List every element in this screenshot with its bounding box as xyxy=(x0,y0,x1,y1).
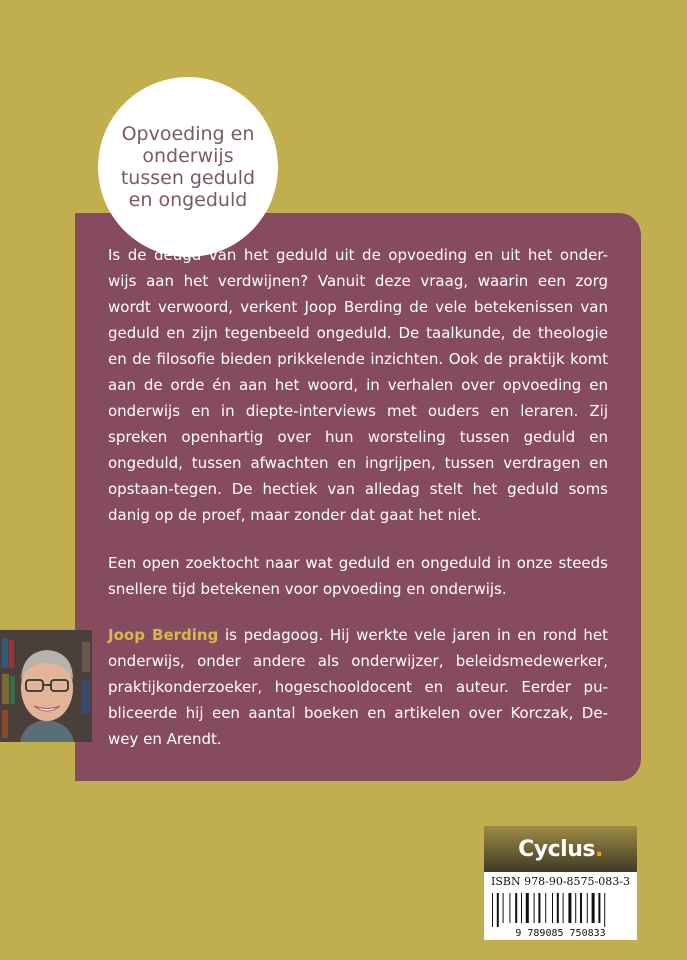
barcode xyxy=(484,891,637,940)
publisher-logo xyxy=(484,826,637,872)
author-bio xyxy=(108,622,608,752)
barcode-bar xyxy=(545,893,546,923)
blurb-paragraph-2: Een open zoektocht naar wat geduld en ongeduld in onze steeds snellere tijd betekenen voor opvoeding en onderwijs. xyxy=(108,554,608,598)
publisher-name: Cyclus xyxy=(518,836,595,862)
barcode-digits: 9 789085 750833 xyxy=(484,927,637,940)
barcode-box xyxy=(484,826,637,940)
barcode-bar xyxy=(497,893,499,927)
barcode-bar xyxy=(526,893,529,923)
barcode-bar xyxy=(521,893,522,923)
barcode-bar xyxy=(503,893,504,923)
publisher-dot: . xyxy=(594,836,603,862)
barcode-bar xyxy=(552,893,553,923)
barcode-bar xyxy=(587,893,588,923)
barcode-bar xyxy=(492,893,493,927)
barcode-bar xyxy=(598,893,600,923)
barcode-bar xyxy=(557,893,559,923)
barcode-bar xyxy=(509,893,510,923)
barcode-bar xyxy=(575,893,576,923)
title-circle xyxy=(98,77,278,257)
author-bio-text: is pedagoog. Hij werkte vele jaren in en rond het onderwijs, onder andere als onderwijzer, beleidsmedewerker, praktijkonderzoeker, hogeschooldocent en auteur. Eerder pu- bliceerde hij een aantal boeken en artikelen over Korczak, De- wey en Arendt. xyxy=(108,626,609,748)
barcode-bar xyxy=(604,893,605,927)
author-photo xyxy=(0,630,92,742)
barcode-bar xyxy=(515,893,517,923)
barcode-bars xyxy=(490,893,631,927)
blurb-paragraph-1: Is de deugd van het geduld uit de opvoeding en uit het onder- wijs aan het verdwijnen? Vanuit deze vraag, waarin een zorg wordt verwoord, verkent Joop Berding de vele betekenissen van geduld en zijn tegenbeeld ongeduld. De taalkunde, de theologie en de filosofie bieden prikkelende inzichten. Ook de praktijk komt aan de orde én aan het woord, in verhalen over opvoeding en onderwijs en in diepte-interviews met ouders en leraren. Zij spreken openhartig over hun worsteling tussen geduld en ongeduld, tussen afwachten en ingrijpen, tussen verdragen en opstaan-tegen. De hectiek van alledag stelt het geduld soms danig op de proef, maar zonder dat gaat het niet. xyxy=(108,246,608,524)
barcode-bar xyxy=(568,893,571,923)
barcode-bar xyxy=(580,893,582,923)
barcode-bar xyxy=(534,893,535,923)
isbn-label: ISBN 978-90-8575-083-3 xyxy=(484,872,637,891)
barcode-bar xyxy=(563,893,564,923)
barcode-bar xyxy=(592,893,595,923)
author-name: Joop Berding xyxy=(108,626,219,644)
barcode-bar xyxy=(538,893,540,923)
book-title: Opvoeding en onderwijs tussen geduld en ongeduld xyxy=(120,123,256,211)
